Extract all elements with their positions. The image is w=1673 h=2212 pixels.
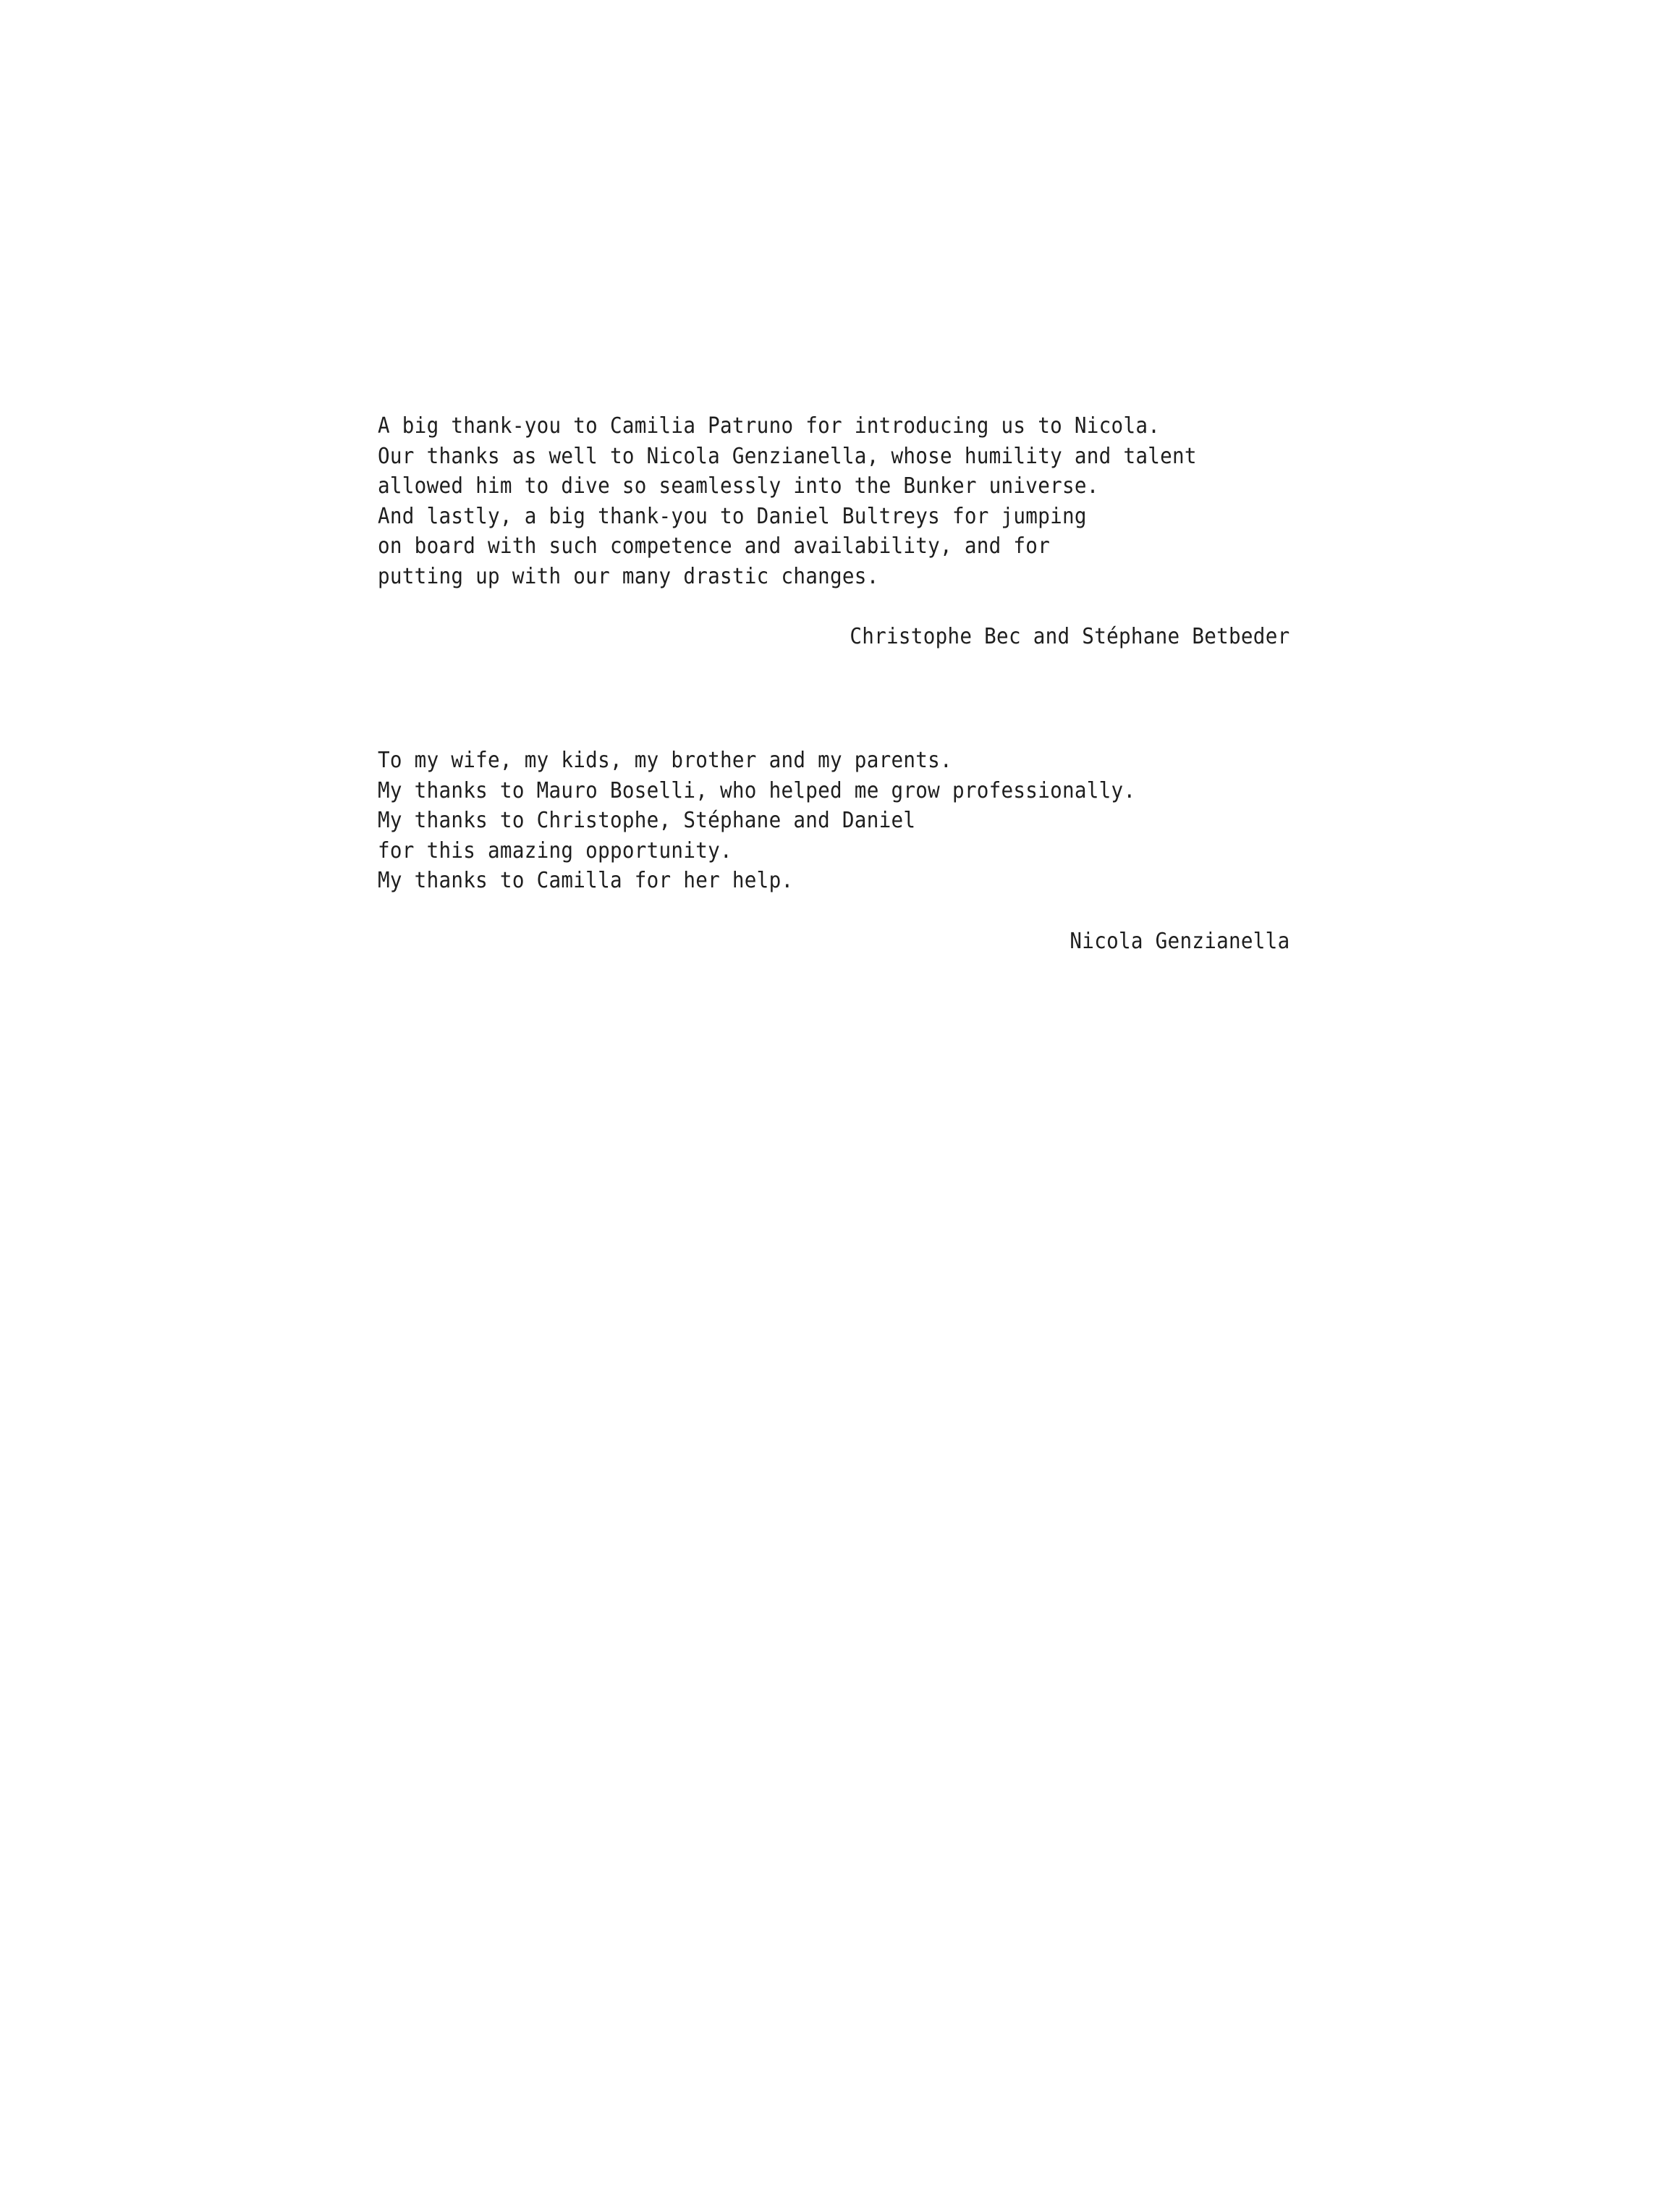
- acknowledgement-line: To my wife, my kids, my brother and my parents.: [378, 748, 952, 773]
- acknowledgement-line: on board with such competence and availability, and for: [378, 533, 1051, 559]
- acknowledgement-line: And lastly, a big thank-you to Daniel Bultreys for jumping: [378, 503, 1087, 529]
- signature-artist: Nicola Genzianella: [1070, 928, 1290, 954]
- acknowledgement-line: My thanks to Camilla for her help.: [378, 868, 794, 893]
- acknowledgement-line: for this amazing opportunity.: [378, 837, 732, 864]
- acknowledgement-line: Our thanks as well to Nicola Genzianella, whose humility and talent: [378, 443, 1197, 469]
- acknowledgement-line: A big thank-you to Camilia Patruno for introducing us to Nicola.: [378, 413, 1161, 439]
- acknowledgement-line: My thanks to Mauro Boselli, who helped me grow professionally.: [378, 777, 1136, 803]
- acknowledgement-block-artist: [378, 746, 1294, 956]
- acknowledgement-line: allowed him to dive so seamlessly into the Bunker universe.: [378, 473, 1099, 499]
- acknowledgement-block-authors: [378, 411, 1294, 652]
- acknowledgement-line: My thanks to Christophe, Stéphane and Daniel: [378, 808, 916, 833]
- signature-authors: Christophe Bec and Stéphane Betbeder: [850, 624, 1290, 649]
- acknowledgement-line: putting up with our many drastic changes.: [378, 563, 879, 589]
